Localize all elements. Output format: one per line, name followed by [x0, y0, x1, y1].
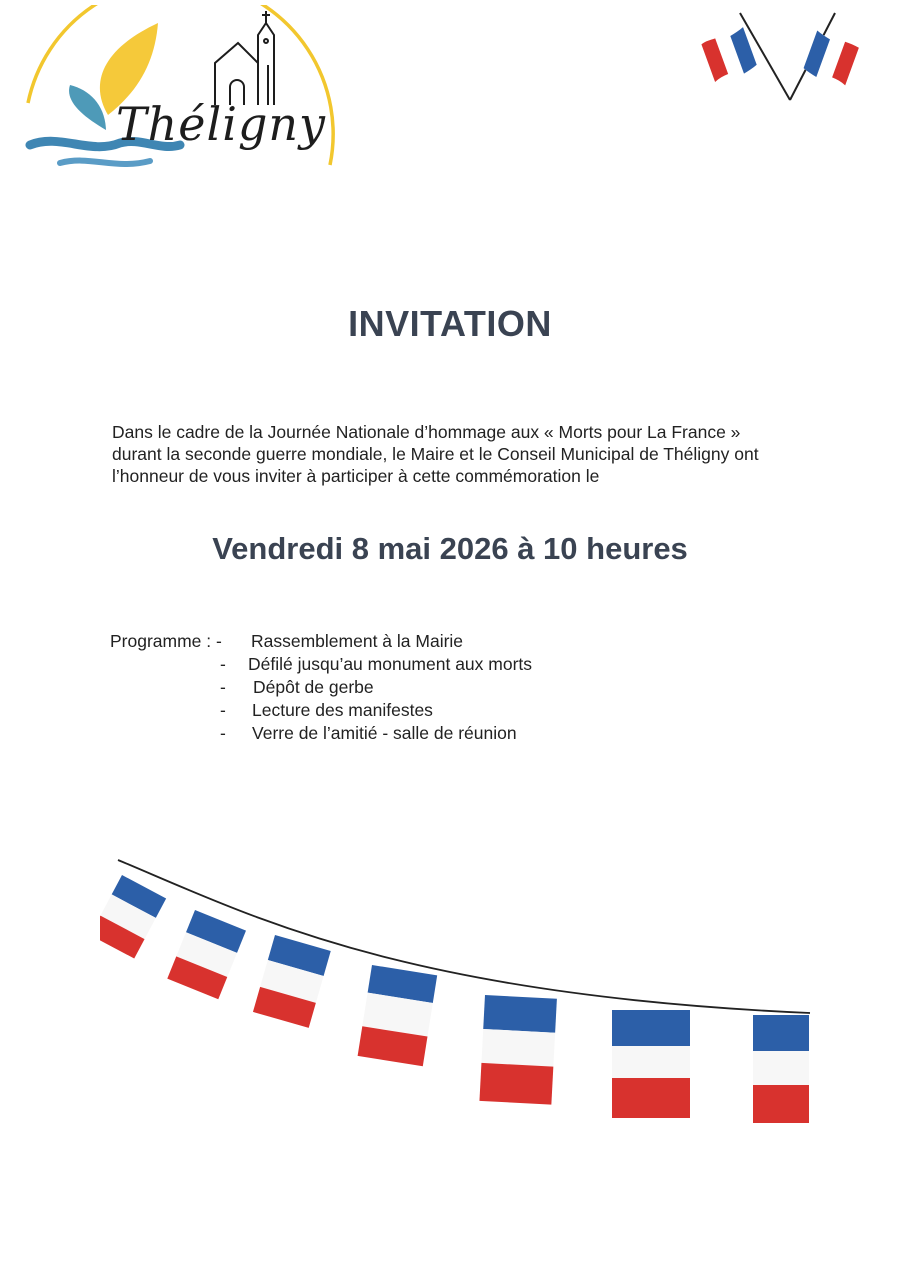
event-date: Vendredi 8 mai 2026 à 10 heures — [212, 531, 688, 566]
theligny-logo — [20, 5, 340, 175]
flag-bunting-icon — [100, 855, 820, 1145]
church-icon — [215, 11, 274, 105]
intro-line: l’honneur de vous inviter à participer à cette commémoration le — [112, 466, 600, 486]
intro-line: durant la seconde guerre mondiale, le Maire et le Conseil Municipal de Théligny ont — [112, 444, 759, 464]
intro-line: Dans le cadre de la Journée Nationale d’hommage aux « Morts pour La France » — [112, 422, 741, 442]
intro-paragraph — [112, 421, 812, 487]
programme-label: Programme : - — [110, 631, 222, 651]
crossed-flags-icon — [690, 5, 890, 105]
page-title: INVITATION — [348, 303, 552, 344]
logo-wordmark: Théligny — [116, 97, 327, 151]
